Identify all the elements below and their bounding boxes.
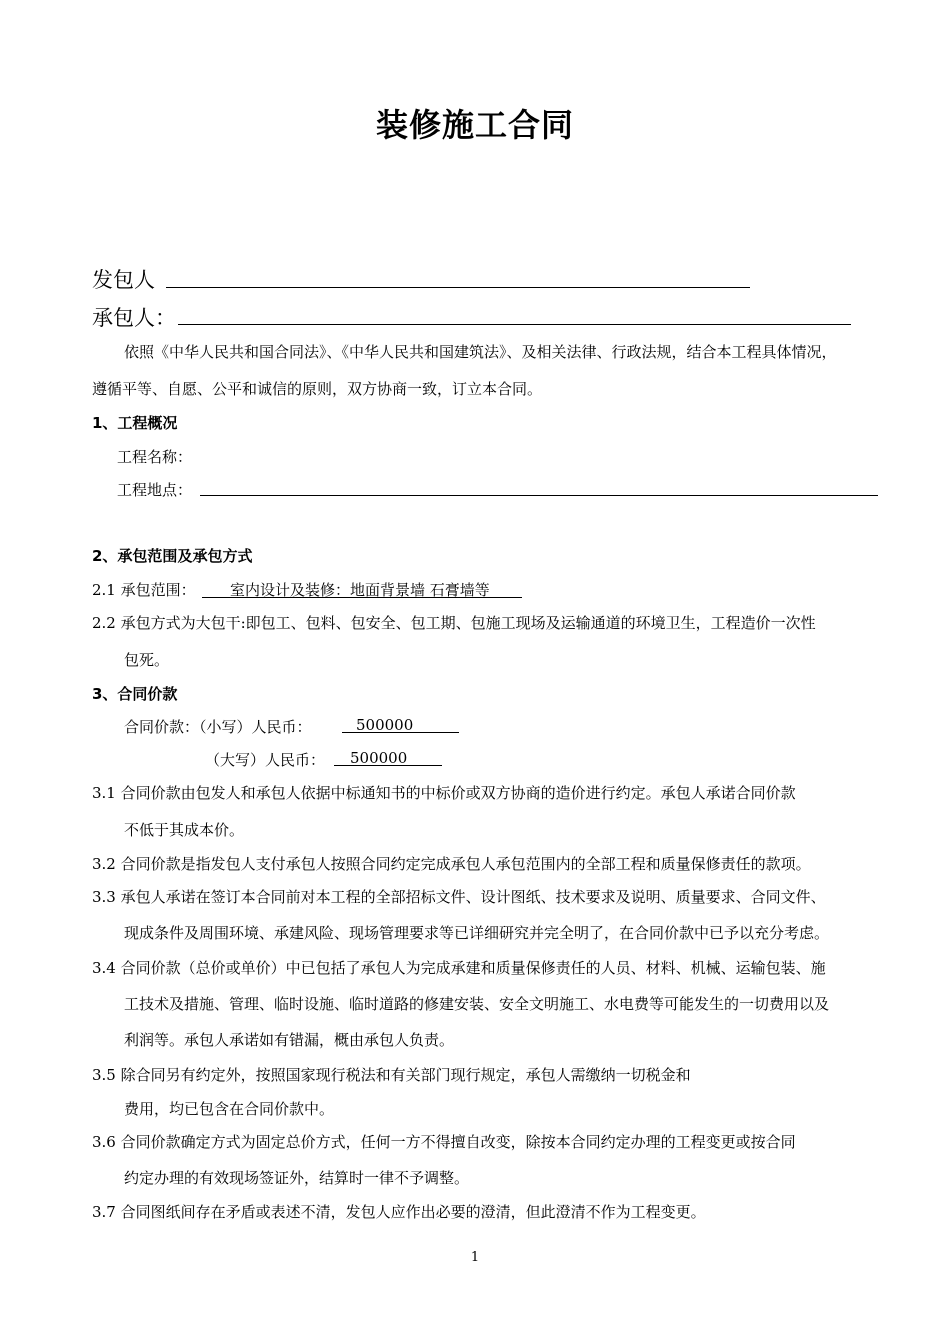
price-small-value: 500000 [356, 716, 414, 734]
clause-3-1-line-1: 3.1 合同价款由包发人和承包人依据中标通知书的中标价或双方协商的造价进行约定。承包人承诺合同价款 [92, 784, 796, 802]
party-a-blank-line [166, 287, 750, 288]
clause-3-6-line-1: 3.6 合同价款确定方式为固定总价方式，任何一方不得擅自改变，除按本合同约定办理的工程变更或按合同 [92, 1133, 796, 1151]
page-number: 1 [470, 1250, 480, 1265]
party-a-label: 发包人 [92, 268, 155, 292]
document-title: 装修施工合同 [375, 106, 574, 144]
clause-3-3-line-2: 现成条件及周围环境、承建风险、现场管理要求等已详细研究并完全明了，在合同价款中已予以充分考虑。 [124, 924, 830, 942]
section-3-heading: 3、合同价款 [92, 685, 178, 703]
scope-label: 2.1 承包范围： [92, 581, 196, 599]
party-b-label: 承包人： [92, 306, 176, 330]
clause-3-5-line-1: 3.5 除合同另有约定外，按照国家现行税法和有关部门现行规定，承包人需缴纳一切税金和 [92, 1066, 691, 1084]
clause-3-6-line-2: 约定办理的有效现场签证外，结算时一律不予调整。 [124, 1169, 470, 1187]
section-2-heading: 2、承包范围及承包方式 [92, 547, 253, 565]
clause-3-4-line-3: 利润等。承包人承诺如有错漏，概由承包人负责。 [124, 1031, 455, 1049]
clause-3-3-line-1: 3.3 承包人承诺在签订本合同前对本工程的全部招标文件、设计图纸、技术要求及说明、质量要求、合同文件、 [92, 888, 826, 906]
clause-3-4-line-2: 工技术及措施、管理、临时设施、临时道路的修建安装、安全文明施工、水电费等可能发生的一切费用以及 [124, 995, 830, 1013]
contract-mode-line-1: 2.2 承包方式为大包干:即包工、包料、包安全、包工期、包施工现场及运输通道的环境卫生，工程造价一次性 [92, 614, 816, 632]
price-small-label: 合同价款：（小写）人民币： [124, 718, 312, 736]
clause-3-2: 3.2 合同价款是指发包人支付承包人按照合同约定完成承包人承包范围内的全部工程和质量保修责任的款项。 [92, 855, 811, 873]
project-location-label: 工程地点： [117, 481, 193, 499]
intro-line-2: 遵循平等、自愿、公平和诚信的原则，双方协商一致，订立本合同。 [92, 380, 543, 398]
clause-3-4-line-1: 3.4 合同价款（总价或单价）中已包括了承包人为完成承建和质量保修责任的人员、材料、机械、运输包装、施 [92, 959, 826, 977]
contract-mode-line-2: 包死。 [124, 651, 170, 669]
project-location-blank-line [200, 495, 878, 496]
price-big-value: 500000 [350, 749, 408, 767]
party-b-blank-line [178, 324, 851, 325]
clause-3-7: 3.7 合同图纸间存在矛盾或表述不清，发包人应作出必要的澄清，但此澄清不作为工程变更。 [92, 1203, 706, 1221]
price-big-label: （大写）人民币： [205, 751, 326, 769]
section-1-heading: 1、工程概况 [92, 414, 178, 432]
intro-line-1: 依照《中华人民共和国合同法》、《中华人民共和国建筑法》、及相关法律、行政法规，结合本工程具体情况， [124, 343, 837, 361]
clause-3-5-line-2: 费用，均已包含在合同价款中。 [124, 1100, 335, 1118]
project-name-label: 工程名称： [117, 448, 193, 466]
clause-3-1-line-2: 不低于其成本价。 [124, 821, 245, 839]
scope-value: 室内设计及装修：地面背景墙 石膏墙等 [230, 581, 490, 599]
